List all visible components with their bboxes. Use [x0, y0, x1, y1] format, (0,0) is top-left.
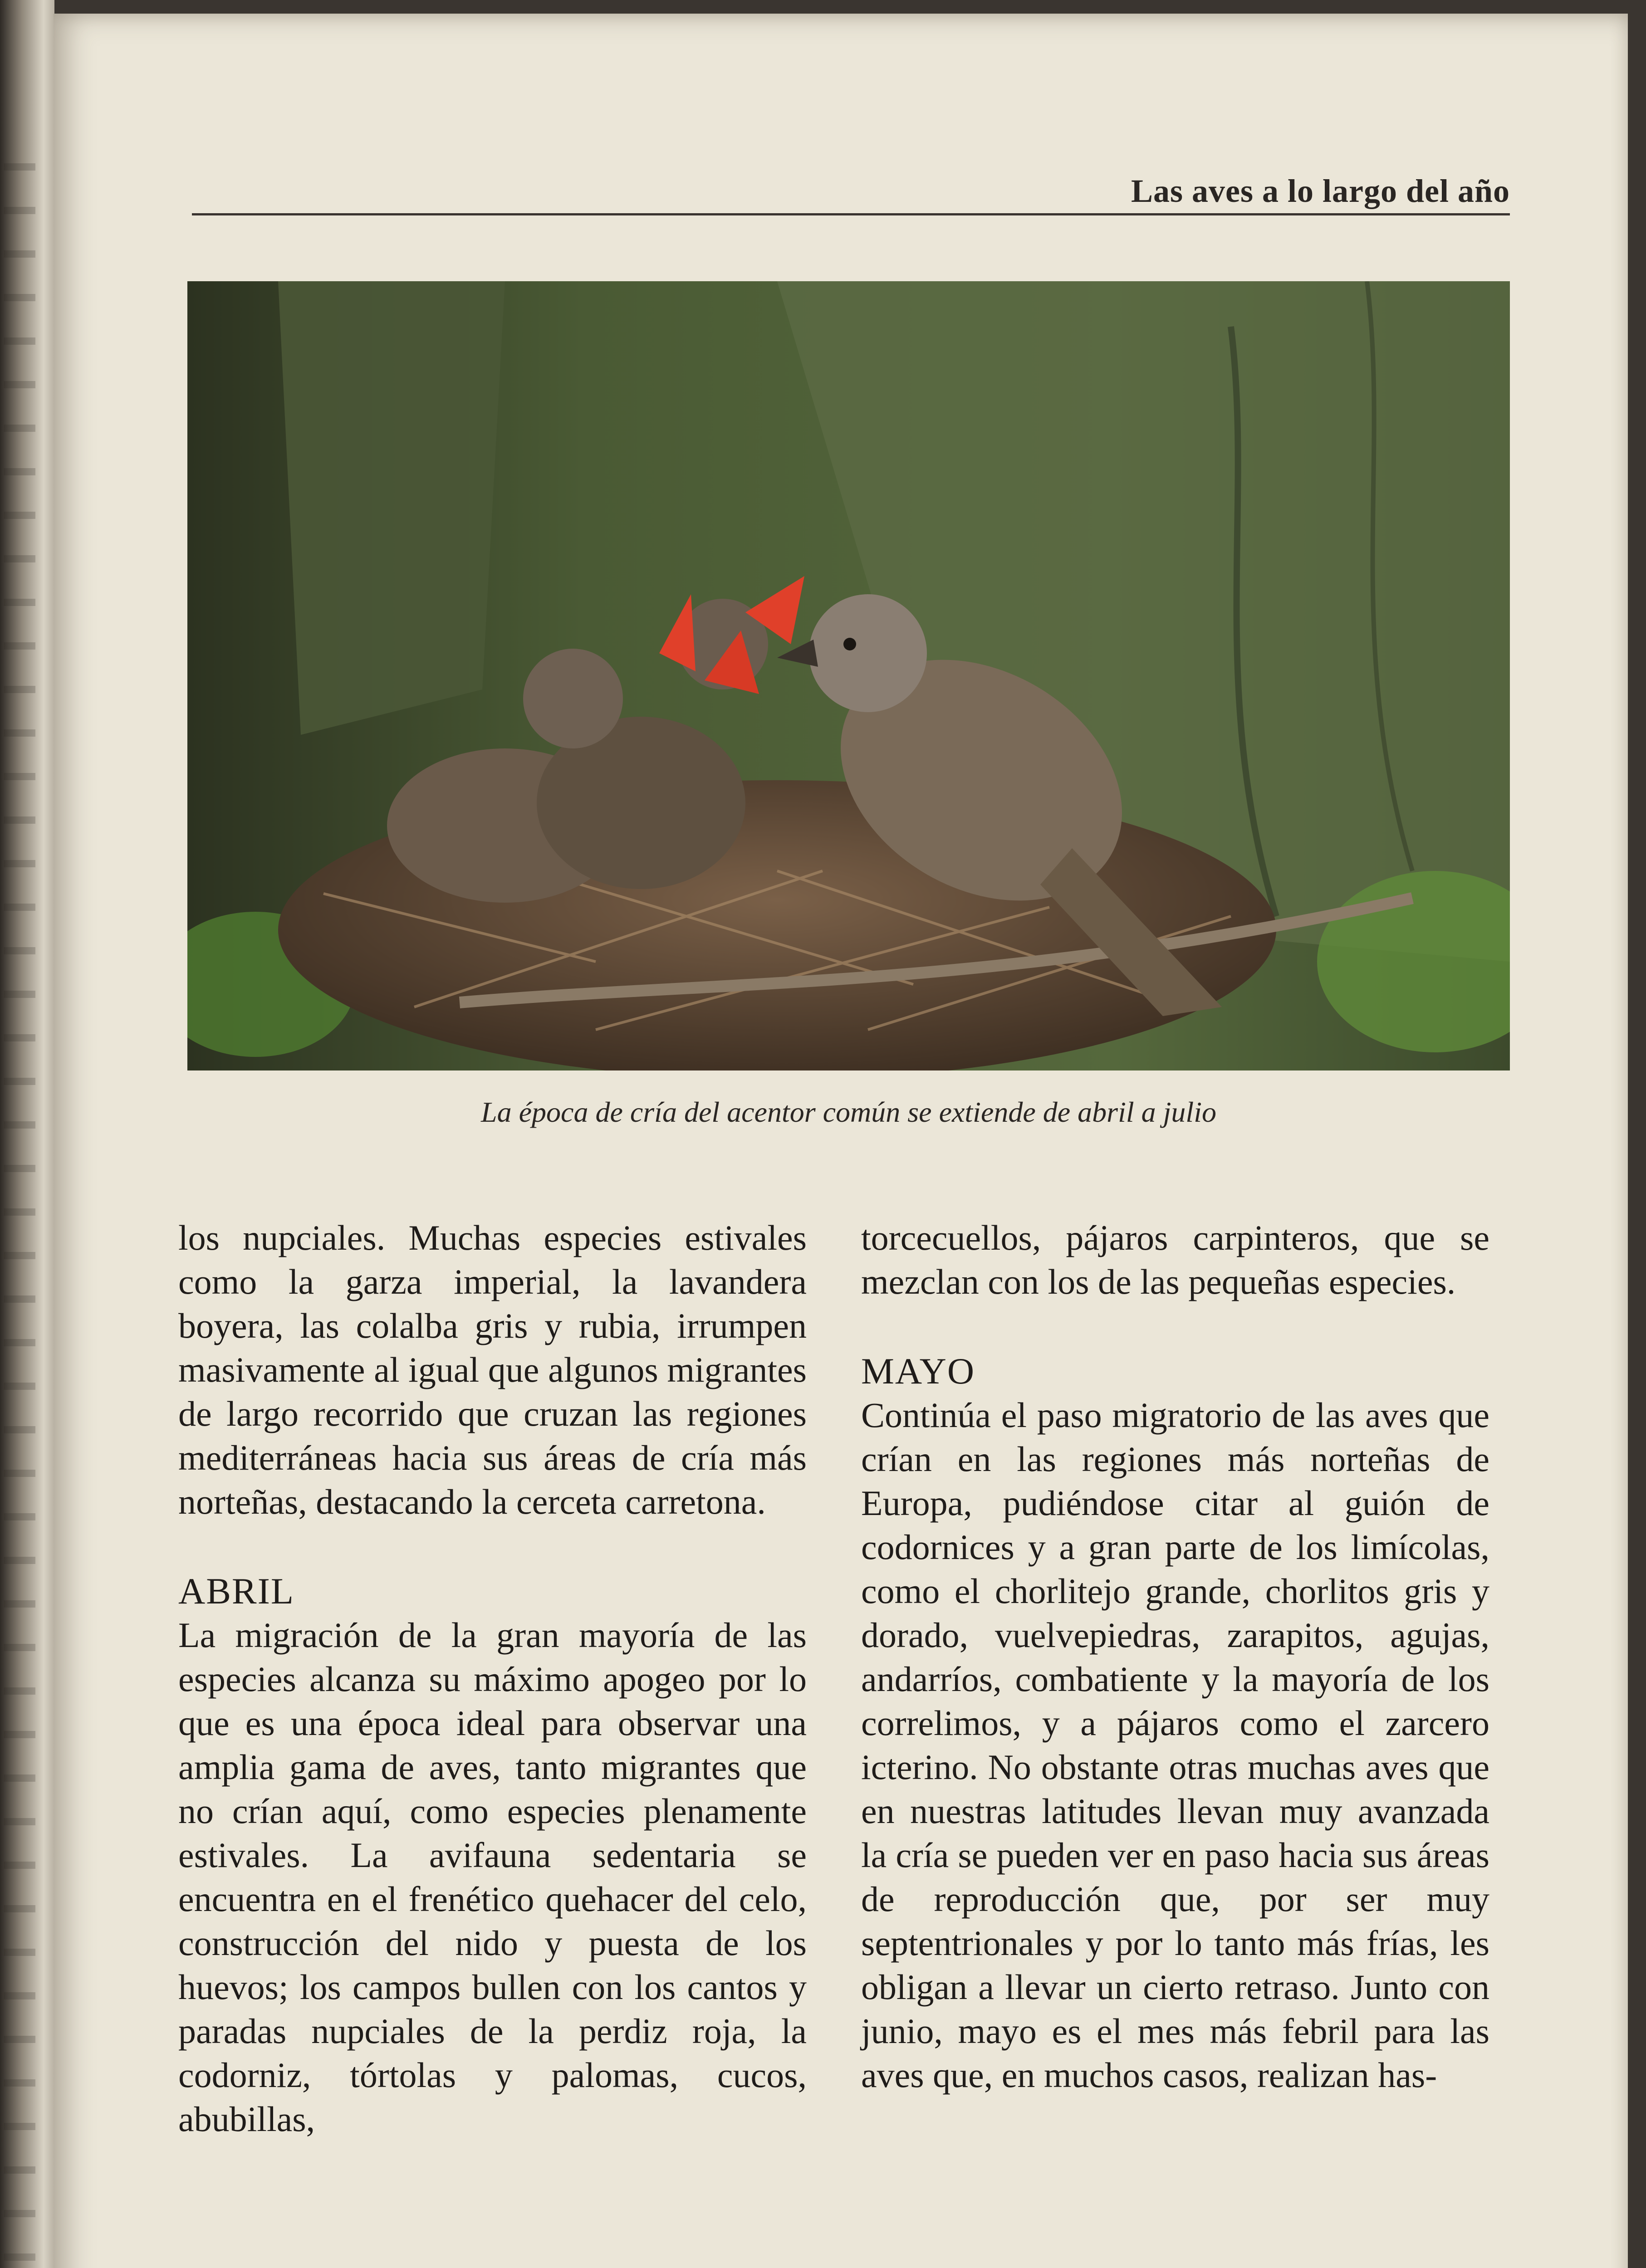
- header-rule: [192, 213, 1510, 215]
- section-heading-abril: ABRIL: [178, 1570, 294, 1612]
- section-heading-mayo: MAYO: [861, 1350, 975, 1392]
- facing-page-edge: [0, 0, 54, 2268]
- text-column-right: [861, 1216, 1489, 2097]
- paragraph: torcecuellos, pájaros carpinteros, que se mezclan con los de las pequeñas especies.: [861, 1218, 1489, 1301]
- paragraph: Continúa el paso migratorio de las aves que crían en las regiones más norteñas de Europa, pudiéndose citar al guión de codornices y a gran parte de los limícolas, como el chorlitejo grande, chorlitos gris y dorado, vuelvepiedras, zarapitos, agujas, andarríos, combatiente y la mayoría de los correlimos, y a pájaros como el zarcero icterino. No obstante otras muchas aves que en nuestras latitudes llevan muy avanzada la cría se pueden ver en paso hacia sus áreas de reproducción que, por ser muy septentrionales y por lo tanto más frías, les obligan a llevar un cierto retraso. Junto con junio, mayo es el mes más febril para las aves que, en muchos casos, realizan has-: [861, 1395, 1489, 2095]
- running-head: Las aves a lo largo del año: [1131, 173, 1510, 209]
- photo-caption: La época de cría del acentor común se extiende de abril a julio: [481, 1096, 1216, 1128]
- paragraph: los nupciales. Muchas especies estivales como la garza imperial, la lavandera boyera, las colalba gris y rubia, irrumpen masivamente al igual que algunos migrantes de largo recorrido que cruzan las regiones mediterráneas hacia sus áreas de cría más norteñas, destacando la cerceta carretona.: [178, 1218, 807, 1521]
- text-column-left: [178, 1216, 807, 2141]
- paragraph: La migración de la gran mayoría de las especies alcanza su máximo apogeo por lo que es una época ideal para observar una amplia gama de aves, tanto migrantes que no crían aquí, como especies plenamente estivales. La avifauna sedentaria se encuentra en el frenético quehacer del celo, construcción del nido y puesta de los huevos; los campos bullen con los cantos y paradas nupciales de la perdiz roja, la codorniz, tórtolas y palomas, cucos, abubillas,: [178, 1615, 807, 2139]
- book-page: [54, 14, 1628, 2268]
- nest-photograph: [187, 281, 1510, 1070]
- bird-nest-icon: [187, 281, 1510, 1070]
- facing-page-text-fragment: [4, 136, 35, 2268]
